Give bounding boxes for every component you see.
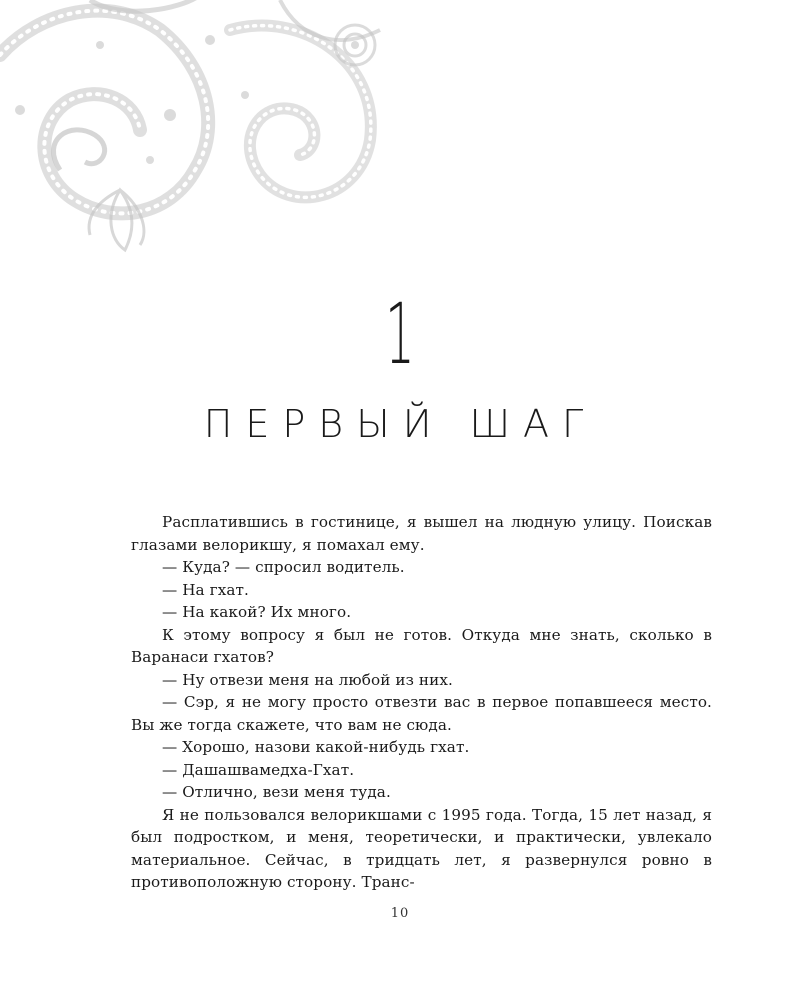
paragraph: Расплатившись в гостинице, я вышел на людную улицу. Поискав глазами велорикшу, я помахал ему.: [131, 513, 712, 554]
paisley-ornament: [0, 0, 410, 260]
chapter-title: ПЕРВЫЙ ШАГ: [203, 402, 597, 446]
ornament-main-curl: [0, 11, 208, 214]
paragraph: — На какой? Их много.: [162, 603, 352, 621]
paragraph: К этому вопросу я был не готов. Откуда мне знать, сколько в Варанаси гхатов?: [131, 625, 712, 666]
ornament-right-spiral: [230, 26, 371, 198]
ornament-medallion: [335, 25, 375, 65]
chapter-number: 1: [385, 285, 415, 383]
ornament-swirl-top: [90, 0, 200, 11]
page-number: 10: [390, 906, 410, 921]
paragraph: — На гхат.: [162, 580, 249, 599]
paragraph: Я не пользовался велорикшами с 1995 года. Тогда, 15 лет назад, я был подростком, и меня, теоретически, и практически, увлекало материальное. Сейчас, в тридцать лет, я развернулся ровно в противоположную сторону. Транс-: [131, 805, 712, 891]
paragraph: — Сэр, я не могу просто отвезти вас в первое попавшееся место. Вы же тогда скажете, что вам не сюда.: [131, 693, 712, 734]
paragraph: — Ну отвези меня на любой из них.: [162, 670, 453, 689]
paragraph: — Дашашвамедха-Гхат.: [162, 760, 355, 779]
ornament-inner-spiral: [53, 130, 104, 170]
body-text: [131, 511, 712, 894]
paragraph: — Отлично, вези меня туда.: [162, 783, 391, 801]
paragraph: — Хорошо, назови какой-нибудь гхат.: [162, 738, 470, 756]
paragraph: — Куда? — спросил водитель.: [162, 558, 405, 576]
